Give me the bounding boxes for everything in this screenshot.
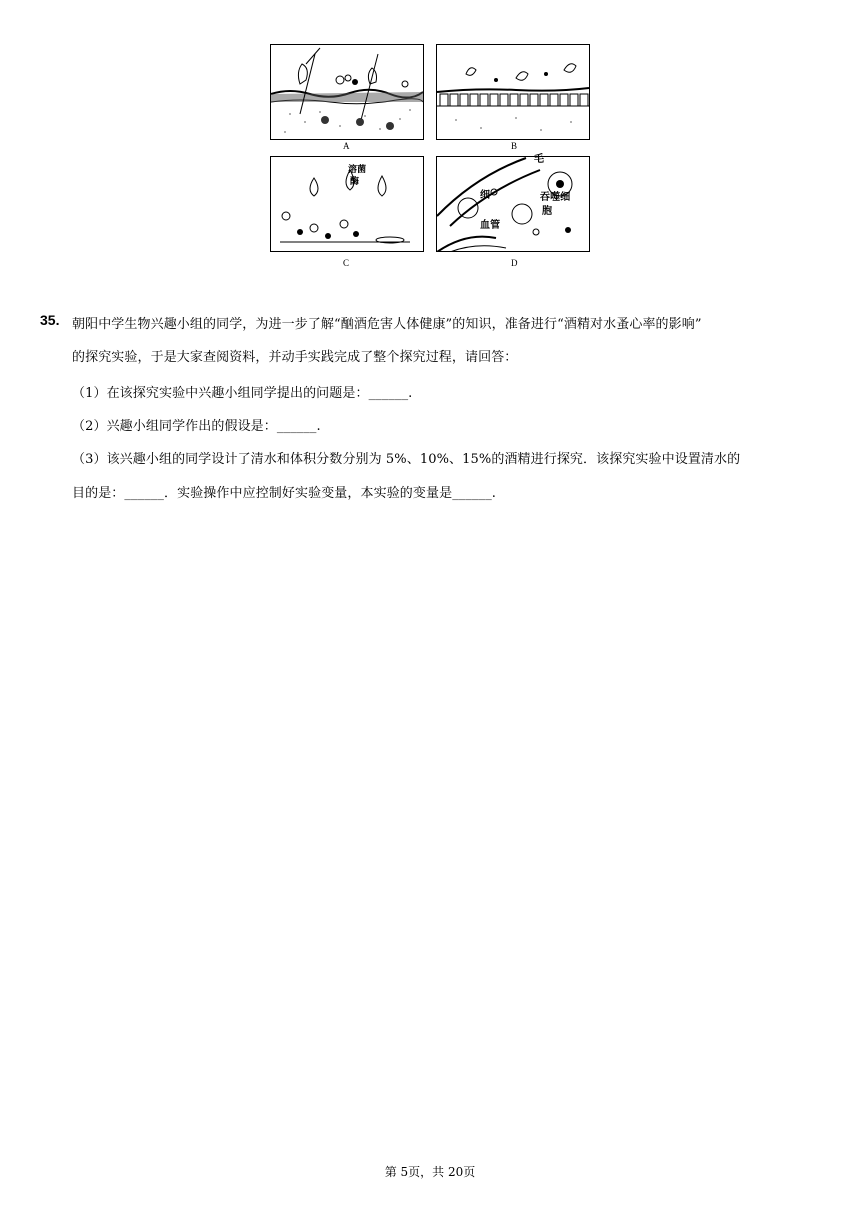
- question-line-1: 朝阳中学生物兴趣小组的同学，为进一步了解“酗酒危害人体健康”的知识，准备进行“酒精对水蚤心率的影响”: [72, 317, 702, 332]
- annotation-lysozyme-1: 溶菌: [348, 165, 367, 175]
- annotation-phagocyte-2: 胞: [542, 206, 553, 217]
- sub-question-2: （2）兴趣小组同学作出的假设是：______.: [72, 419, 321, 434]
- panel-c-drawing: [270, 156, 424, 252]
- sub-question-1: （1）在该探究实验中兴趣小组同学提出的问题是：______.: [72, 386, 413, 401]
- panel-a-drawing: [270, 44, 424, 140]
- panel-d-label: D: [511, 258, 518, 268]
- sub-question-3-line-2: 目的是：______．实验操作中应控制好实验变量，本实验的变量是______.: [72, 486, 497, 501]
- panel-b-drawing: [436, 44, 590, 140]
- panel-b: [436, 44, 590, 140]
- annotation-capillary-3: 血管: [480, 220, 501, 231]
- panel-a: [270, 44, 424, 140]
- panel-d-drawing: [436, 156, 590, 252]
- annotation-phagocyte-1: 吞噬细: [540, 192, 571, 203]
- panel-a-label: A: [343, 141, 350, 151]
- panel-c-label: C: [343, 258, 350, 268]
- page-footer: 第 5页，共 20页: [384, 1165, 476, 1179]
- annotation-lysozyme-2: 酶: [350, 177, 360, 187]
- annotation-capillary-1: 毛: [534, 154, 545, 165]
- panel-c: [270, 156, 424, 252]
- sub-question-3-line-1: （3）该兴趣小组的同学设计了清水和体积分数分别为 5%、10%、15%的酒精进行探究．该探究实验中设置清水的: [72, 452, 741, 467]
- question-number: 35.: [40, 312, 60, 328]
- panel-d: [436, 156, 590, 252]
- annotation-capillary-2: 细: [480, 190, 491, 201]
- immune-figure-lower: [268, 154, 571, 276]
- question-line-2: 的探究实验，于是大家查阅资料，并动手实践完成了整个探究过程，请回答：: [72, 350, 518, 365]
- panel-b-label: B: [511, 141, 518, 151]
